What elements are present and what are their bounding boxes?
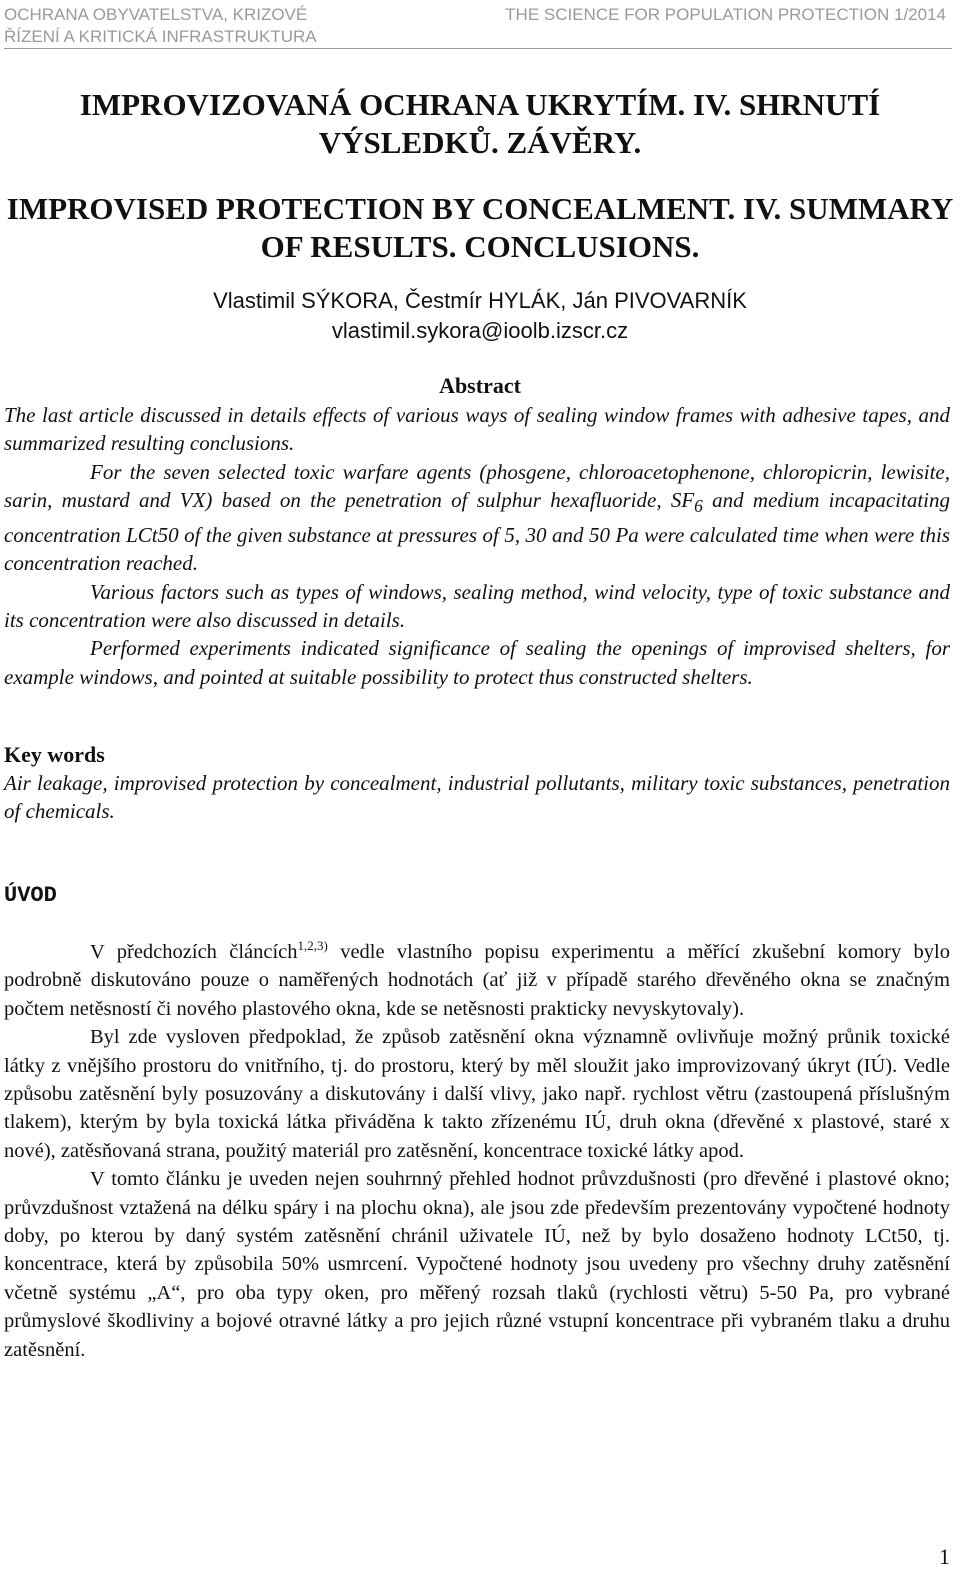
abstract-paragraph-4: Performed experiments indicated significance of sealing the openings of improvised shelters, for example windows, and pointed at suitable possibility to protect thus constructed shelters. — [4, 636, 950, 689]
abstract-p2-text: For the seven selected toxic warfare agents (phosgene, chloroacetophenone, chloropicrin, lewisite, sarin, mustard and VX) based on the penetration of sulphur hexafluoride, SF — [4, 459, 950, 513]
body-p1-text: V předchozích článcích — [90, 941, 298, 963]
abstract-paragraph-3: Various factors such as types of windows, sealing method, wind velocity, type of toxic substance and its concentration were also discussed in details. — [4, 579, 950, 633]
header-journal-czech-line1: OCHRANA OBYVATELSTVA, KRIZOVÉ — [4, 5, 308, 24]
title-czech-line1: IMPROVIZOVANÁ OCHRANA UKRYTÍM. IV. SHRNUTÍ — [79, 87, 881, 122]
body-paragraph-1 — [4, 938, 950, 1023]
abstract-heading: Abstract — [439, 373, 521, 398]
title-czech — [0, 86, 960, 162]
title-english — [0, 190, 960, 266]
section-heading-uvod: ÚVOD — [4, 883, 57, 908]
keywords-heading: Key words — [4, 742, 105, 767]
title-czech-line2: VÝSLEDKŮ. ZÁVĚRY. — [318, 125, 642, 160]
section-body — [4, 938, 950, 1364]
body-paragraph-2: Byl zde vysloven předpoklad, že způsob zatěsnění okna významně ovlivňuje možný průnik toxické látky z vnějšího prostoru do vnitřního, tj. do prostoru, který by měl sloužit jako improvizovaný úkryt (IÚ). Vedle způsobu zatěsnění byly posuzovány a diskutovány i další vlivy, jako např. rychlost větru (zastoupená příslušným tlakem), kterým by byla toxická látka přiváděna k takto zřízenému IÚ, druh okna (dřevěné x plastové, staré x nové), zatěsňovaná strana, použitý materiál pro zatěsnění, koncentrace toxické látky apod. — [4, 1026, 950, 1162]
keywords-text: Air leakage, improvised protection by concealment, industrial pollutants, military toxic substances, penetration of chemicals. — [4, 771, 950, 824]
abstract-paragraph-1: The last article discussed in details effects of various ways of sealing window frames with adhesive tapes, and summarized resulting conclusions. — [4, 403, 950, 456]
title-english-line2: OF RESULTS. CONCLUSIONS. — [260, 229, 700, 264]
header-journal-english: THE SCIENCE FOR POPULATION PROTECTION 1/2014 — [505, 5, 946, 24]
header-journal-czech — [4, 4, 317, 48]
author-list: Vlastimil SÝKORA, Čestmír HYLÁK, Ján PIVOVARNÍK — [213, 288, 747, 313]
author-email: vlastimil.sykora@ioolb.izscr.cz — [331, 318, 629, 343]
citation-superscript: 1,2,3) — [297, 938, 328, 953]
title-english-line1: IMPROVISED PROTECTION BY CONCEALMENT. IV. SUMMARY — [6, 191, 954, 226]
abstract-paragraph-2 — [4, 458, 950, 578]
subscript-6: 6 — [694, 496, 703, 517]
body-p1-continued: vedle vlastního popisu experimentu a měřící zkušební komory bylo podrobně diskutováno pouze o naměřených hodnotách (ať již v případě starého dřevěného okna se značným počtem netěsností či nového plastového okna, kde se netěsnosti prakticky nevyskytovaly). — [4, 941, 950, 1020]
running-header — [4, 4, 952, 49]
body-paragraph-3: V tomto článku je uveden nejen souhrnný přehled hodnot průvzdušnosti (pro dřevěné i plastové okno; průvzdušnost vztažená na délku spáry i na plochu okna), ale jsou zde především prezentovány vypočtené hodnoty doby, po kterou by daný systém zatěsnění chránil uživatele IÚ, než by bylo dosaženo hodnoty LCt50, tj. koncentrace, která by způsobila 50% usmrcení. Vypočtené hodnoty jsou uvedeny pro všechny druhy zatěsnění včetně systému „A“, pro oba typy oken, pro měřený rozsah tlaků (rychlosti větru) 5-50 Pa, pro vybrané průmyslové škodliviny a bojové otravné látky a pro jejich různé vstupní koncentrace při vybraném tlaku a druhu zatěsnění. — [4, 1168, 950, 1361]
page-number: 1 — [939, 1544, 950, 1569]
abstract-p2-continued: and medium incapacitating concentration LCt50 of the given substance at pressures of 5, 30 and 50 Pa were calculated time when were this concentration reached. — [4, 488, 950, 576]
abstract-body — [4, 401, 950, 691]
header-journal-czech-line2: ŘÍZENÍ A KRITICKÁ INFRASTRUKTURA — [4, 27, 317, 46]
